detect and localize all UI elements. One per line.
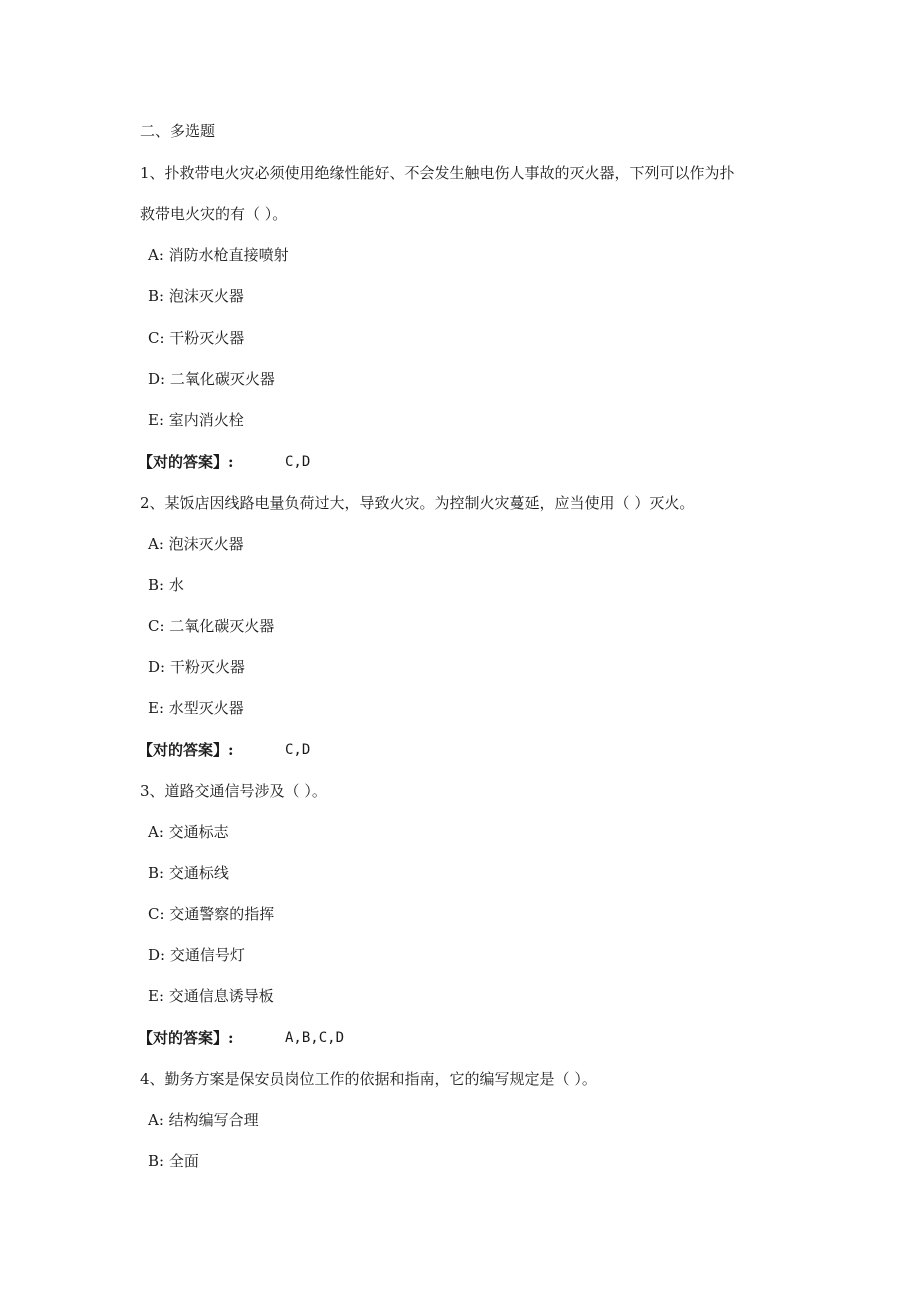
question-3-answer: A,B,C,D xyxy=(285,1030,345,1046)
question-2-option-e: E: 水型灭火器 xyxy=(148,699,244,717)
question-3-option-d: D: 交通信号灯 xyxy=(148,946,245,964)
section-title: 二、多选题 xyxy=(140,122,216,140)
question-1-answer-label: 【对的答案】: xyxy=(138,453,234,471)
question-2-stem: 2、某饭店因线路电量负荷过大，导致火灾。为控制火灾蔓延，应当使用（ ）灭火。 xyxy=(140,494,695,512)
question-3-option-e: E: 交通信息诱导板 xyxy=(148,987,274,1005)
question-1-stem-continued: 救带电火灾的有（ ）。 xyxy=(140,205,288,223)
question-4-stem: 4、勤务方案是保安员岗位工作的依据和指南，它的编写规定是（ ）。 xyxy=(140,1070,597,1088)
question-2-option-a: A: 泡沫灭火器 xyxy=(148,535,244,553)
question-1-option-c: C: 干粉灭火器 xyxy=(148,329,245,347)
question-1-option-e: E: 室内消火栓 xyxy=(148,411,244,429)
question-2-option-c: C: 二氧化碳灭火器 xyxy=(148,617,275,635)
question-1-answer: C,D xyxy=(285,454,311,470)
question-4-option-a: A: 结构编写合理 xyxy=(148,1111,259,1129)
question-2-answer-label: 【对的答案】: xyxy=(138,741,234,759)
question-1-option-b: B: 泡沫灭火器 xyxy=(148,287,244,305)
question-2-option-b: B: 水 xyxy=(148,576,184,594)
question-3-option-c: C: 交通警察的指挥 xyxy=(148,905,275,923)
question-2-option-d: D: 干粉灭火器 xyxy=(148,658,245,676)
question-2-answer: C,D xyxy=(285,742,311,758)
question-4-option-b: B: 全面 xyxy=(148,1152,199,1170)
question-3-option-b: B: 交通标线 xyxy=(148,864,229,882)
question-1-option-d: D: 二氧化碳灭火器 xyxy=(148,370,275,388)
question-1-stem: 1、扑救带电火灾必须使用绝缘性能好、不会发生触电伤人事故的灭火器，下列可以作为扑 xyxy=(140,164,735,182)
question-3-stem: 3、道路交通信号涉及（ ）。 xyxy=(140,782,327,800)
question-3-answer-label: 【对的答案】: xyxy=(138,1029,234,1047)
question-3-option-a: A: 交通标志 xyxy=(148,823,229,841)
question-1-option-a: A: 消防水枪直接喷射 xyxy=(148,246,289,264)
